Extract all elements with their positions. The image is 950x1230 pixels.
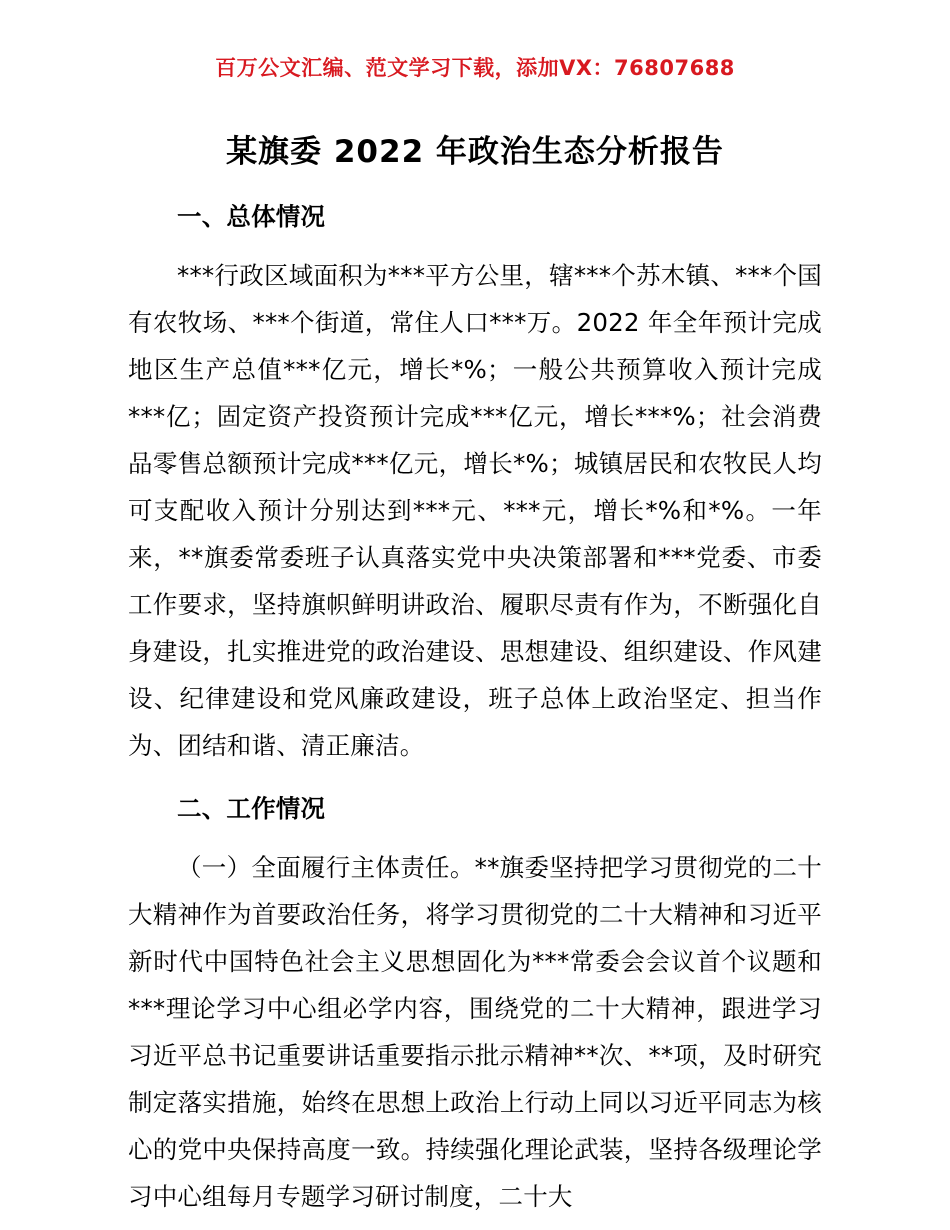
spacer xyxy=(128,832,822,844)
section-heading-1: 一、总体情况 xyxy=(177,202,326,231)
section-heading-2: 二、工作情况 xyxy=(177,794,326,823)
document-title: 某旗委 2022 年政治生态分析报告 xyxy=(226,134,724,170)
spacer xyxy=(128,240,822,252)
document-body xyxy=(0,126,950,1220)
section-2-paragraph-1: （一）全面履行主体责任。**旗委坚持把学习贯彻党的二十大精神作为首要政治任务，将学习贯彻党的二十大精神和习近平新时代中国特色社会主义思想固化为***常委会会议首个议题和***理论学习中心组必学内容，围绕党的二十大精神，跟进学习习近平总书记重要讲话重要指示批示精神**次、**项，及时研究制定落实措施，始终在思想上政治上行动上同以习近平同志为核心的党中央保持高度一致。持续强化理论武装，坚持各级理论学习中心组每月专题学习研讨制度，二十大 xyxy=(128,853,822,1211)
watermark-banner: 百万公文汇编、范文学习下载，添加VX：76807688 xyxy=(215,56,735,80)
spacer xyxy=(128,181,822,193)
section-1-paragraph-1: ***行政区域面积为***平方公里，辖***个苏木镇、***个国有农牧场、***个街道，常住人口***万。2022 年全年预计完成地区生产总值***亿元，增长*%；一般公共预算收入预计完成***亿；固定资产投资预计完成***亿元，增长***%；社会消费品零售总额预计完成***亿元，增长*%；城镇居民和农牧民人均可支配收入预计分别达到***元、***元，增长*%和*%。一年来，**旗委常委班子认真落实党中央决策部署和***党委、市委工作要求，坚持旗帜鲜明讲政治、履职尽责有作为，不断强化自身建设，扎实推进党的政治建设、思想建设、组织建设、作风建设、纪律建设和党风廉政建设，班子总体上政治坚定、担当作为、团结和谐、清正廉洁。 xyxy=(128,261,822,760)
spacer xyxy=(128,769,822,785)
